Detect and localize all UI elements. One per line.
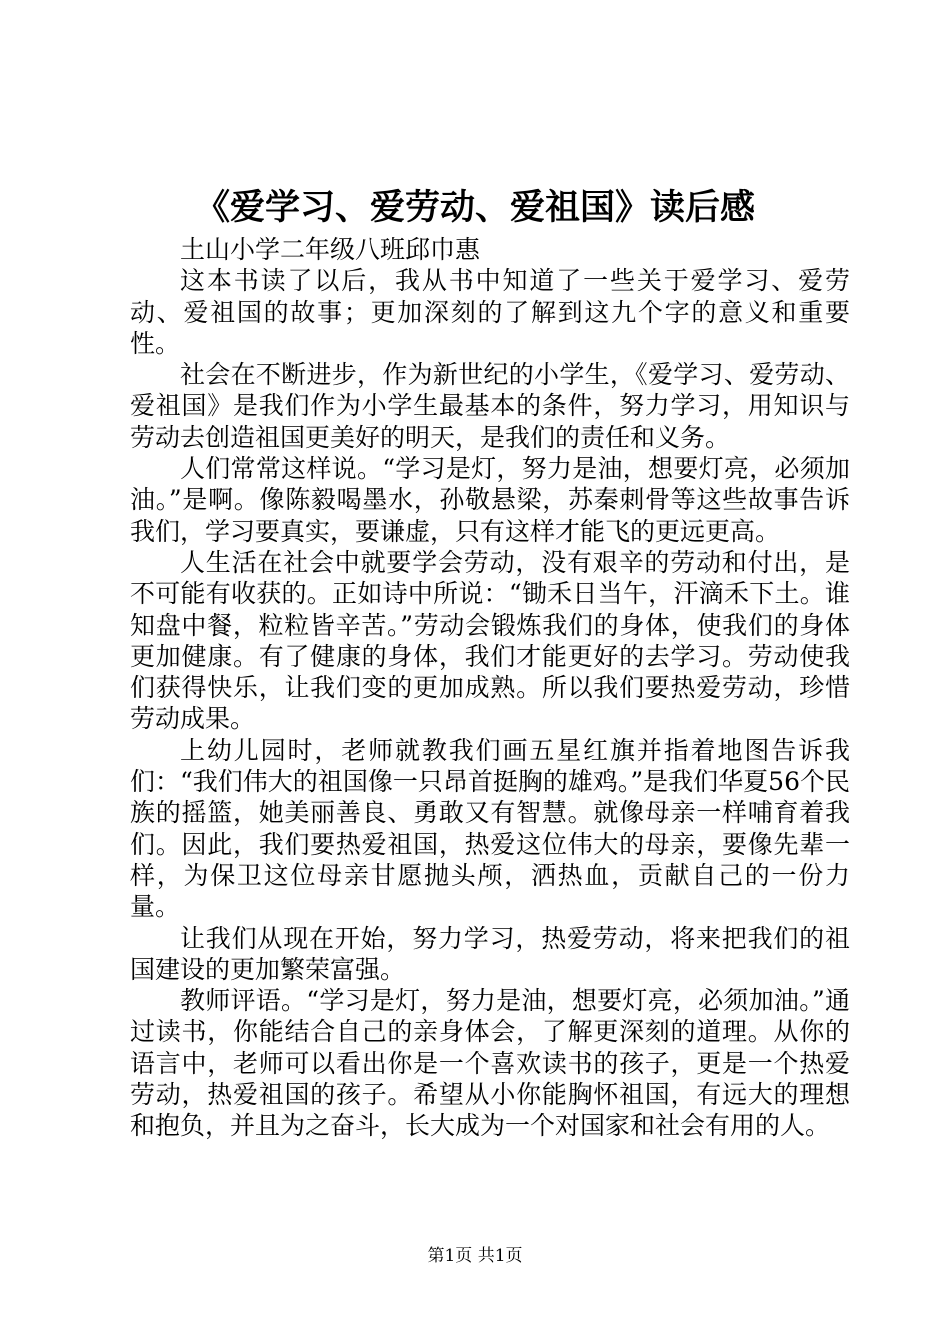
paragraph: 社会在不断进步，作为新世纪的小学生，《爱学习、爱劳动、爱祖国》是我们作为小学生最基本的条件，努力学习，用知识与劳动去创造祖国更美好的明天，是我们的责任和义务。 bbox=[130, 360, 850, 452]
paragraph: 让我们从现在开始，努力学习，热爱劳动，将来把我们的祖国建设的更加繁荣富强。 bbox=[130, 923, 850, 984]
author-line: 土山小学二年级八班邱巾惠 bbox=[180, 235, 481, 264]
paragraph: 这本书读了以后，我从书中知道了一些关于爱学习、爱劳动、爱祖国的故事；更加深刻的了解到这九个字的意义和重要性。 bbox=[130, 266, 850, 358]
paragraph: 上幼儿园时，老师就教我们画五星红旗并指着地图告诉我们：“我们伟大的祖国像一只昂首挺胸的雄鸡。”是我们华夏56个民族的摇篮，她美丽善良、勇敢又有智慧。就像母亲一样哺育着我们。因此，我们要热爱祖国，热爱这位伟大的母亲，要像先辈一样，为保卫这位母亲甘愿抛头颅，洒热血，贡献自己的一份力量。 bbox=[130, 735, 850, 922]
paragraph: 人生活在社会中就要学会劳动，没有艰辛的劳动和付出，是不可能有收获的。正如诗中所说：“锄禾日当午，汗滴禾下土。谁知盘中餐，粒粒皆辛苦。”劳动会锻炼我们的身体，使我们的身体更加健康。有了健康的身体，我们才能更好的去学习。劳动使我们获得快乐，让我们变的更加成熟。所以我们要热爱劳动，珍惜劳动成果。 bbox=[130, 547, 850, 734]
document-title: 《爱学习、爱劳动、爱祖国》读后感 bbox=[194, 187, 755, 228]
page-number-footer: 第1页 共1页 bbox=[427, 1246, 523, 1266]
teacher-comment: 教师评语。“学习是灯，努力是油，想要灯亮，必须加油。”通过读书，你能结合自己的亲身体会，了解更深刻的道理。从你的语言中，老师可以看出你是一个喜欢读书的孩子，更是一个热爱劳动，热爱祖国的孩子。希望从小你能胸怀祖国，有远大的理想和抱负，并且为之奋斗，长大成为一个对国家和社会有用的人。 bbox=[130, 986, 850, 1141]
paragraph: 人们常常这样说。“学习是灯，努力是油，想要灯亮，必须加油。”是啊。像陈毅喝墨水，孙敬悬梁，苏秦刺骨等这些故事告诉我们，学习要真实，要谦虚，只有这样才能飞的更远更高。 bbox=[130, 454, 850, 546]
document-body bbox=[130, 234, 850, 1142]
